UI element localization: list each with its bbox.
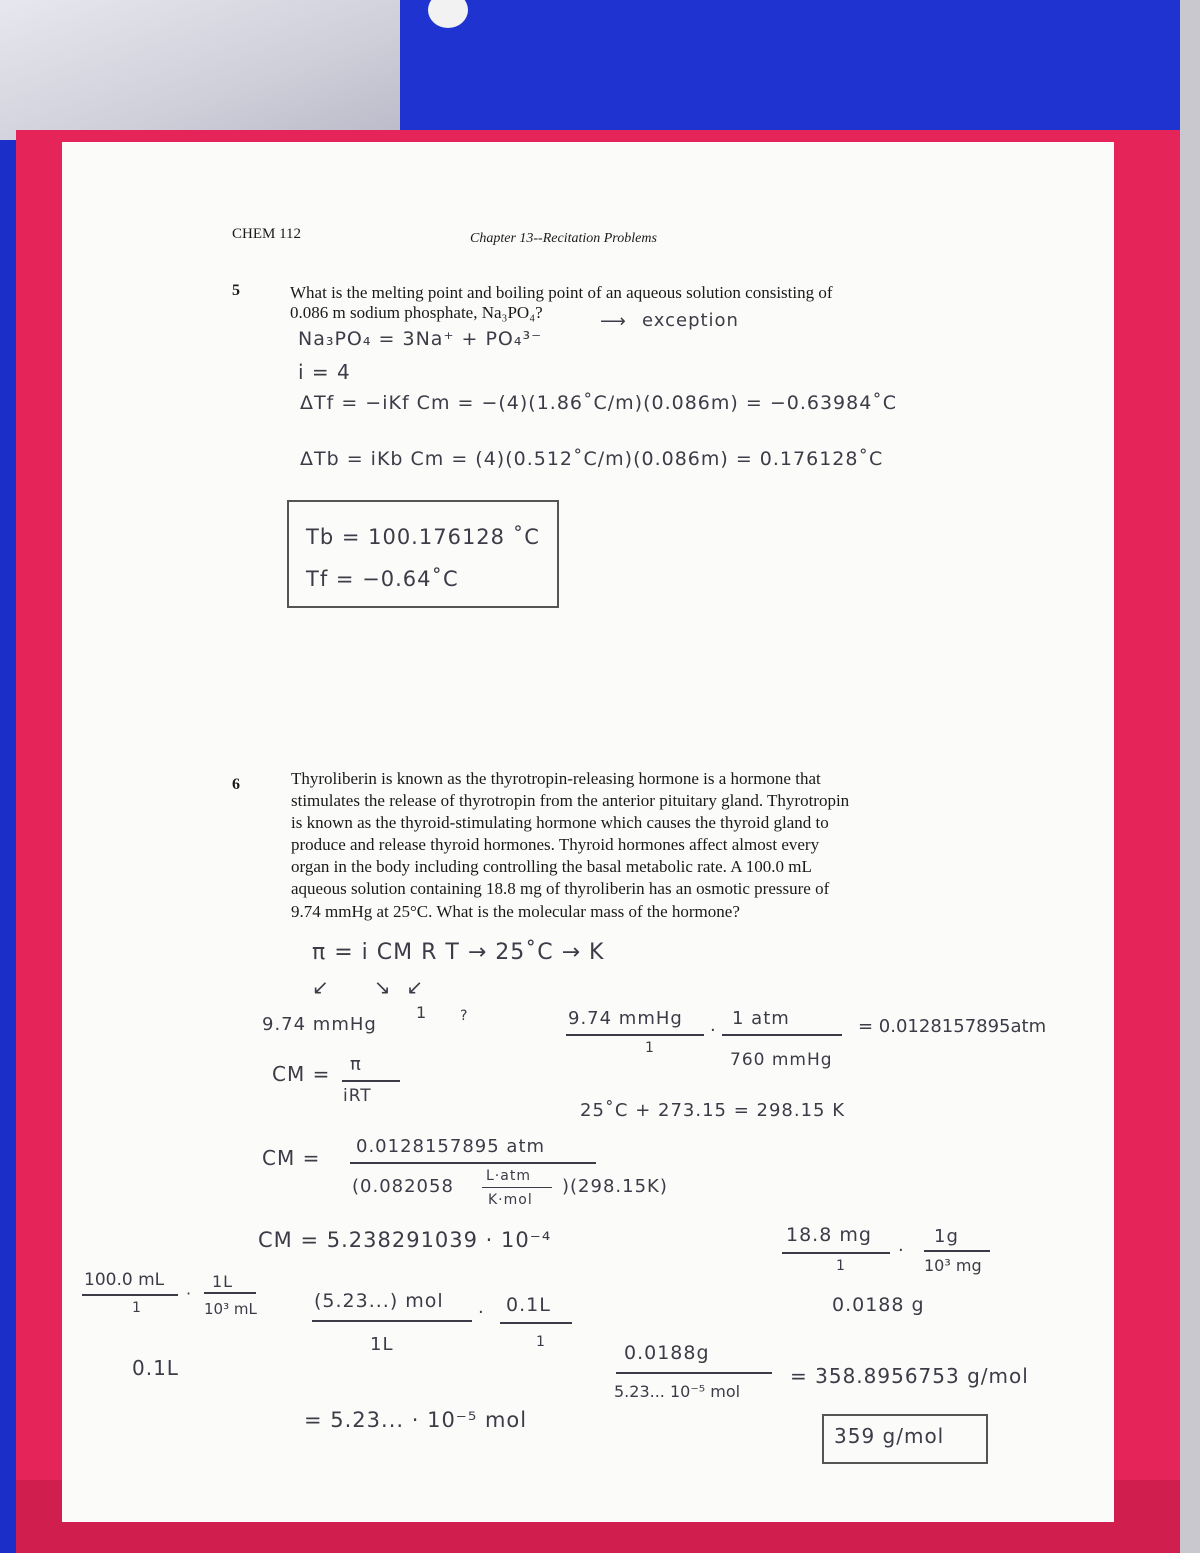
pressure-atm-result: = 0.0128157895atm [858, 1016, 1047, 1037]
question-line: Thyroliberin is known as the thyrotropin-releasing hormone is a hormone that [291, 769, 821, 788]
fraction-bar [350, 1162, 596, 1164]
mass-numerator: 18.8 mg [786, 1224, 872, 1246]
moles-numerator: (5.23...) mol [314, 1290, 444, 1312]
moles-denominator-2: 1 [536, 1334, 546, 1350]
fraction-bar [924, 1250, 990, 1252]
volume-numerator: 100.0 mL [84, 1270, 165, 1290]
conversion-numerator-2: 1 atm [732, 1008, 790, 1029]
fraction-bar [782, 1252, 890, 1254]
conversion-denominator: 1 [645, 1040, 655, 1056]
question-line: produce and release thyroid hormones. Thyroid hormones affect almost every [291, 835, 820, 854]
fraction-bar [482, 1187, 552, 1188]
moles-numerator-2: 0.1L [506, 1294, 551, 1316]
course-header: CHEM 112 [232, 226, 302, 242]
answer-melting-point: Tf = −0.64˚C [306, 567, 459, 591]
cm-calc-label: CM = [262, 1146, 321, 1170]
volume-denominator-2: 10³ mL [204, 1300, 257, 1318]
background-blue-surface [400, 0, 1200, 140]
cm-formula-label: CM = [272, 1062, 331, 1086]
question-line: stimulates the release of thyrotropin from the anterior pituitary gland. Thyrotropin [291, 791, 850, 810]
problem-5-question-line2: 0.086 m sodium phosphate, Na₃PO₄? [290, 303, 543, 322]
multiply-dot: · [710, 1020, 717, 1041]
temperature-conversion: 25˚C + 273.15 = 298.15 K [580, 1100, 846, 1121]
mass-denominator: 1 [836, 1258, 846, 1274]
final-answer: 359 g/mol [834, 1424, 945, 1448]
mass-denominator-2: 10³ mg [924, 1256, 982, 1275]
fraction-bar [722, 1034, 842, 1036]
multiply-dot: · [478, 1302, 485, 1323]
answer-box-5 [287, 500, 559, 608]
gas-constant-unit-top: L·atm [486, 1168, 531, 1184]
cm-calc-denominator-a: (0.082058 [352, 1176, 454, 1197]
formula-arrows: ↙ ↘ ↙ [312, 975, 425, 999]
boiling-point-elevation: ΔTb = iKb Cm = (4)(0.512˚C/m)(0.086m) = 0.176128˚C [300, 448, 884, 470]
volume-denominator: 1 [132, 1300, 142, 1316]
conversion-denominator-2: 760 mmHg [730, 1050, 833, 1070]
question-line: organ in the body including controlling the basal metabolic rate. A 100.0 mL [291, 857, 812, 876]
molar-mass-numerator: 0.0188g [624, 1342, 710, 1364]
cm-calc-denominator-b: )(298.15K) [562, 1176, 668, 1197]
answer-boiling-point: Tb = 100.176128 ˚C [306, 525, 540, 549]
question-line: aqueous solution containing 18.8 mg of thyroliberin has an osmotic pressure of [291, 879, 830, 898]
multiply-dot: · [898, 1240, 905, 1261]
moles-denominator: 1L [370, 1334, 394, 1355]
moles-result: = 5.23... · 10⁻⁵ mol [304, 1408, 528, 1432]
cm-formula-numerator: π [350, 1054, 362, 1075]
mass-numerator-2: 1g [934, 1226, 959, 1247]
conversion-numerator: 9.74 mmHg [568, 1008, 683, 1029]
volume-numerator-2: 1L [212, 1272, 234, 1291]
fraction-bar [82, 1294, 178, 1296]
background-fabric [0, 0, 410, 140]
exception-note: exception [642, 310, 739, 331]
given-unknown: ? [460, 1008, 469, 1024]
molar-mass-result: = 358.8956753 g/mol [790, 1364, 1029, 1388]
volume-result: 0.1L [132, 1356, 179, 1380]
fraction-bar [500, 1322, 572, 1324]
given-i: 1 [416, 1003, 428, 1022]
molarity-result: CM = 5.238291039 · 10⁻⁴ [258, 1228, 552, 1252]
freezing-point-depression: ΔTf = −iKf Cm = −(4)(1.86˚C/m)(0.086m) = −0.63984˚C [300, 392, 898, 414]
question-line: 9.74 mmHg at 25°C. What is the molecular mass of the hormone? [291, 902, 740, 921]
problem-6-number: 6 [232, 776, 240, 793]
chapter-header: Chapter 13--Recitation Problems [470, 231, 657, 246]
cm-calc-numerator: 0.0128157895 atm [356, 1136, 546, 1157]
vant-hoff-factor: i = 4 [298, 360, 351, 384]
dissociation-equation: Na₃PO₄ = 3Na⁺ + PO₄³⁻ [298, 328, 543, 350]
mass-result: 0.0188 g [832, 1294, 925, 1316]
fraction-bar [566, 1034, 704, 1036]
background-edge [1180, 0, 1200, 1553]
cm-formula-denominator: iRT [343, 1086, 372, 1106]
gas-constant-unit-bottom: K·mol [488, 1192, 533, 1208]
problem-5-number: 5 [232, 282, 240, 299]
fraction-bar [342, 1080, 400, 1082]
question-line: is known as the thyroid-stimulating hormone which causes the thyroid gland to [291, 813, 829, 832]
molar-mass-denominator: 5.23... 10⁻⁵ mol [614, 1382, 741, 1401]
exception-arrow: ⟶ [600, 311, 627, 332]
fraction-bar [616, 1372, 772, 1374]
fraction-bar [204, 1292, 256, 1294]
osmotic-pressure-formula: π = i CM R T → 25˚C → K [312, 940, 605, 965]
problem-5-question-line1: What is the melting point and boiling point of an aqueous solution consisting of [290, 283, 833, 302]
multiply-dot: · [186, 1284, 193, 1303]
given-pressure: 9.74 mmHg [262, 1014, 377, 1035]
fraction-bar [312, 1320, 472, 1322]
